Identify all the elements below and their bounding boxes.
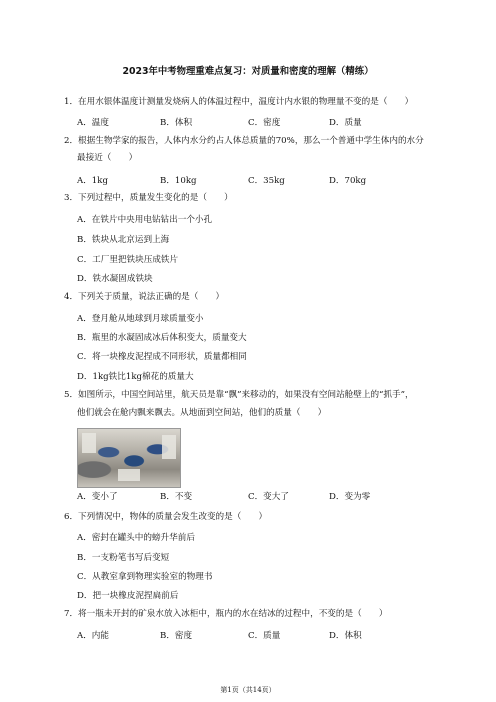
q1-option-a: A．温度	[77, 118, 109, 128]
q4-option-a: A．登月舱从地球到月球质量变小	[77, 314, 204, 324]
q6-option-c: C．从教室拿到物理实验室的物理书	[77, 572, 213, 582]
q2-option-d: D．70kg	[329, 176, 367, 186]
q2-option-c: C．35kg	[248, 176, 285, 186]
q1-option-b: B．体积	[160, 118, 193, 128]
question-5-line1: 5．如图所示，中国空间站里，航天员是靠“飘”来移动的，如果没有空间站舱壁上的“抓手”，	[64, 390, 414, 400]
q2-option-b: B．10kg	[160, 176, 197, 186]
q1-option-c: C．密度	[248, 118, 281, 128]
question-1: 1．在用水银体温度计测量发烧病人的体温过程中，温度计内水银的物理量不变的是（ ）	[64, 97, 414, 107]
question-2-line2: 最接近（ ）	[77, 153, 138, 163]
q7-option-d: D．体积	[329, 631, 362, 641]
space-station-photo	[77, 428, 181, 488]
q7-option-a: A．内能	[77, 631, 109, 641]
q4-option-d: D．1kg铁比1kg棉花的质量大	[77, 372, 194, 382]
question-7: 7．将一瓶未开封的矿泉水放入冰柜中，瓶内的水在结冰的过程中，不变的是（ ）	[64, 609, 388, 619]
q5-option-a: A．变小了	[77, 492, 118, 502]
question-4: 4．下列关于质量，说法正确的是（ ）	[64, 292, 225, 302]
q6-option-b: B．一支粉笔书写后变短	[77, 553, 170, 563]
q3-option-d: D．铁水凝固成铁块	[77, 274, 153, 284]
q5-option-b: B．不变	[160, 492, 193, 502]
question-2-line1: 2．根据生物学家的报告，人体内水分约占人体总质量的70%，那么一个普通中学生体内的水分	[64, 136, 424, 146]
page-title: 2023年中考物理重难点复习：对质量和密度的理解（精练）	[122, 66, 374, 77]
q5-option-c: C．变大了	[248, 492, 289, 502]
q2-option-a: A．1kg	[77, 176, 108, 186]
q3-option-b: B．铁块从北京运到上海	[77, 235, 170, 245]
question-5-line2: 他们就会在舱内飘来飘去。从地面到空间站，他们的质量（ ）	[77, 408, 327, 418]
question-3: 3．下列过程中，质量发生变化的是（ ）	[64, 193, 233, 203]
q4-option-b: B．瓶里的水凝固成冰后体积变大，质量变大	[77, 333, 247, 343]
q3-option-c: C．工厂里把铁块压成铁片	[77, 255, 179, 265]
q1-option-d: D．质量	[329, 118, 362, 128]
q5-option-d: D．变为零	[329, 492, 371, 502]
q4-option-c: C．将一块橡皮泥捏成不同形状，质量都相同	[77, 352, 247, 362]
q7-option-c: C．质量	[248, 631, 281, 641]
q6-option-d: D．把一块橡皮泥捏扁前后	[77, 591, 179, 601]
page-footer: 第1页（共14页）	[220, 686, 276, 694]
q6-option-a: A．密封在罐头中的螃升华前后	[77, 533, 195, 543]
question-6: 6．下列情况中，物体的质量会发生改变的是（ ）	[64, 512, 268, 522]
q7-option-b: B．密度	[160, 631, 193, 641]
q3-option-a: A．在铁片中央用电钻钻出一个小孔	[77, 215, 213, 225]
